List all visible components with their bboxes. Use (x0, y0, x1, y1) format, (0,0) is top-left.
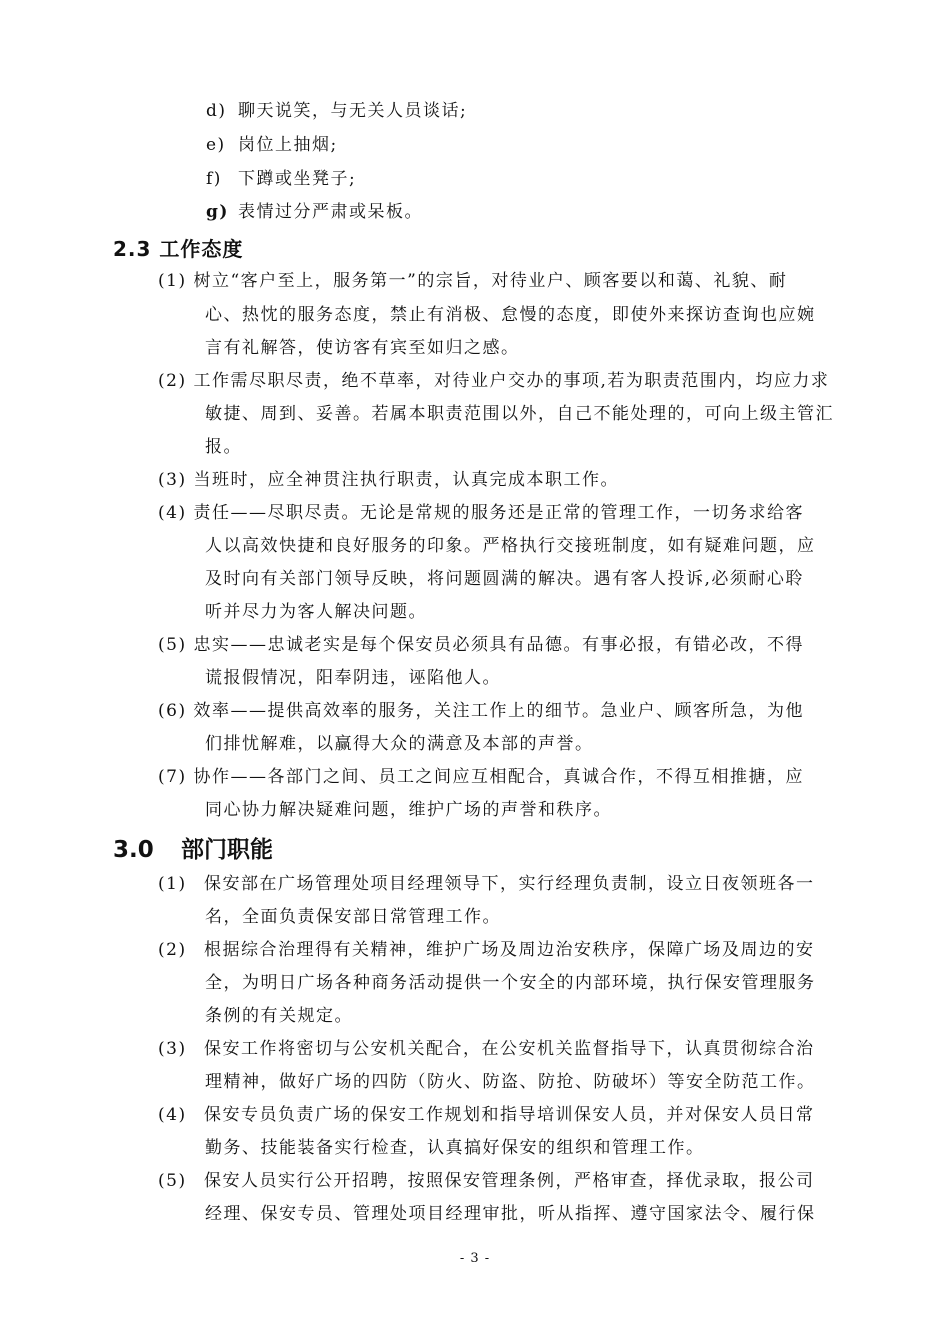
page-number: - 3 - (459, 1251, 491, 1266)
item-number: (5) (158, 1171, 187, 1191)
list-marker: d) (206, 101, 227, 121)
item-number: (3) (158, 1039, 187, 1059)
paragraph-line: 条例的有关规定。 (205, 1006, 353, 1026)
paragraph-line: 同心协力解决疑难问题，维护广场的声誉和秩序。 (205, 800, 612, 820)
list-marker: e) (206, 135, 226, 155)
list-item-f (206, 168, 356, 190)
paragraph-line: 言有礼解答，使访客有宾至如归之感。 (205, 338, 520, 358)
item-number: (1) (158, 874, 187, 894)
paragraph-line: 报。 (205, 437, 242, 457)
list-text: 下蹲或坐凳子; (238, 169, 357, 189)
paragraph-text: 保安工作将密切与公安机关配合，在公安机关监督指导下，认真贯彻综合治 (204, 1039, 815, 1059)
paragraph-line (158, 1104, 815, 1126)
item-number: (2) (158, 940, 187, 960)
paragraph-line: 勤务、技能装备实行检查，认真搞好保安的组织和管理工作。 (205, 1138, 705, 1158)
list-item-d (206, 100, 467, 122)
list-item-g (206, 201, 423, 223)
paragraph-line: (2) 工作需尽职尽责，绝不草率，对待业户交办的事项,若为职责范围内，均应力求 (158, 371, 830, 391)
paragraph-line: 人以高效快捷和良好服务的印象。严格执行交接班制度，如有疑难问题，应 (205, 536, 816, 556)
section-number: 3.0 (113, 837, 154, 863)
list-marker: g) (206, 202, 229, 222)
paragraph-line: 名，全面负责保安部日常管理工作。 (205, 907, 501, 927)
paragraph-text: 根据综合治理得有关精神，维护广场及周边治安秩序，保障广场及周边的安 (204, 940, 815, 960)
section-heading-3-0 (113, 831, 273, 864)
paragraph-line: 听并尽力为客人解决问题。 (205, 602, 427, 622)
paragraph-line: (5) 忠实——忠诚老实是每个保安员必须具有品德。有事必报，有错必改，不得 (158, 635, 804, 655)
paragraph-line: 全，为明日广场各种商务活动提供一个安全的内部环境，执行保安管理服务 (205, 973, 816, 993)
section-heading-2-3: 2.3 工作态度 (113, 237, 244, 261)
paragraph-line: (1) 树立“客户至上，服务第一”的宗旨，对待业户、顾客要以和蔼、礼貌、耐 (158, 271, 788, 291)
paragraph-line: 们排忧解难，以赢得大众的满意及本部的声誉。 (205, 734, 594, 754)
paragraph-line: 心、热忱的服务态度，禁止有消极、怠慢的态度，即使外来探访查询也应婉 (205, 305, 816, 325)
paragraph-text: 保安专员负责广场的保安工作规划和指导培训保安人员，并对保安人员日常 (204, 1105, 815, 1125)
paragraph-line: 及时向有关部门领导反映，将问题圆满的解决。遇有客人投诉,必须耐心聆 (205, 569, 804, 589)
paragraph-line (158, 1038, 815, 1060)
paragraph-line: (6) 效率——提供高效率的服务，关注工作上的细节。急业户、顾客所急，为他 (158, 701, 804, 721)
list-text: 岗位上抽烟; (238, 135, 338, 155)
paragraph-line (158, 1170, 815, 1192)
paragraph-text: 保安人员实行公开招聘，按照保安管理条例，严格审查，择优录取，报公司 (204, 1171, 815, 1191)
section-title: 部门职能 (181, 837, 273, 863)
paragraph-line: (4) 责任——尽职尽责。无论是常规的服务还是正常的管理工作，一切务求给客 (158, 503, 804, 523)
paragraph-line: (3) 当班时，应全神贯注执行职责，认真完成本职工作。 (158, 470, 619, 490)
paragraph-line: 理精神，做好广场的四防（防火、防盗、防抢、防破坏）等安全防范工作。 (205, 1072, 816, 1092)
paragraph-text: 保安部在广场管理处项目经理领导下，实行经理负责制，设立日夜领班各一 (204, 874, 815, 894)
list-text: 表情过分严肃或呆板。 (238, 202, 423, 222)
paragraph-line: (7) 协作——各部门之间、员工之间应互相配合，真诚合作，不得互相推搪，应 (158, 767, 804, 787)
paragraph-line (158, 939, 815, 961)
paragraph-line (158, 873, 815, 895)
paragraph-line: 经理、保安专员、管理处项目经理审批，听从指挥、遵守国家法令、履行保 (205, 1204, 816, 1224)
paragraph-line: 谎报假情况，阳奉阴违，诬陷他人。 (205, 668, 501, 688)
paragraph-line: 敏捷、周到、妥善。若属本职责范围以外，自己不能处理的，可向上级主管汇 (205, 404, 834, 424)
list-item-e (206, 134, 338, 156)
list-marker: f) (206, 169, 222, 189)
list-text: 聊天说笑，与无关人员谈话; (238, 101, 468, 121)
item-number: (4) (158, 1105, 187, 1125)
